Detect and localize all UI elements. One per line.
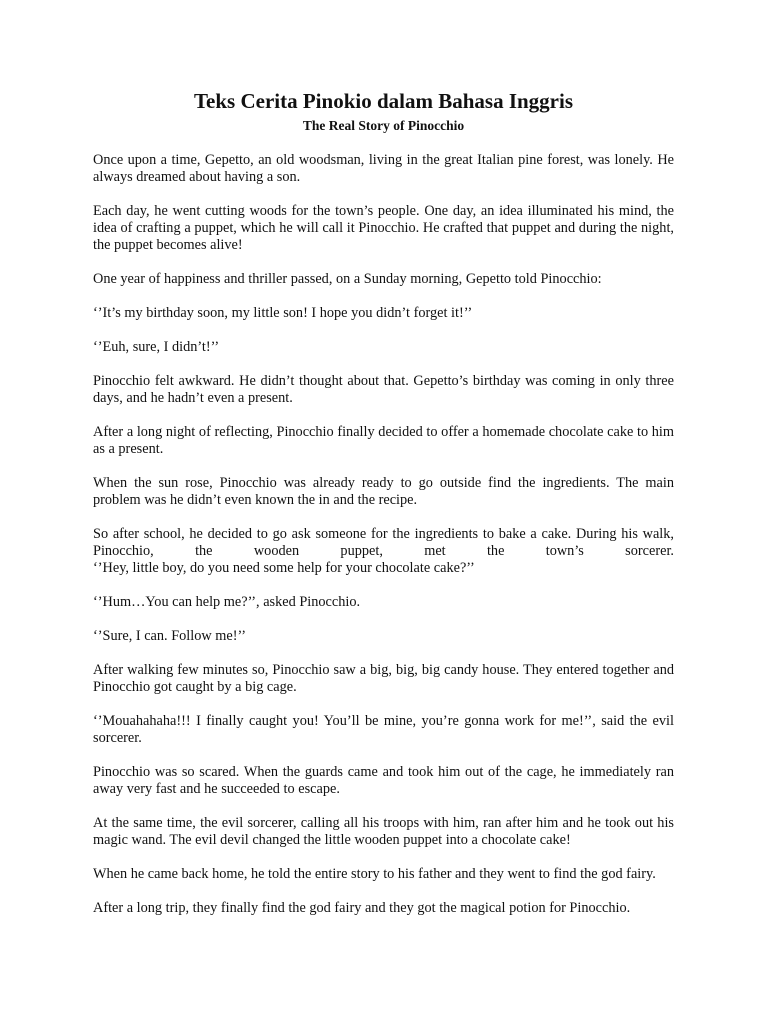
paragraph: Once upon a time, Gepetto, an old woodsman, living in the great Italian pine forest, was lonely. He always dreamed about having a son. (93, 152, 674, 185)
document-title: Teks Cerita Pinokio dalam Bahasa Inggris (193, 89, 574, 113)
paragraph: After walking few minutes so, Pinocchio saw a big, big, big candy house. They entered together and Pinocchio got caught by a big cage. (93, 662, 674, 695)
paragraph: Pinocchio felt awkward. He didn’t thought about that. Gepetto’s birthday was coming in only three days, and he hadn’t even a present. (93, 373, 674, 406)
paragraph: When the sun rose, Pinocchio was already ready to go outside find the ingredients. The main problem was he didn’t even known the in and the recipe. (93, 475, 674, 508)
paragraph: ‘’It’s my birthday soon, my little son! I hope you didn’t forget it!’’ (93, 305, 473, 321)
paragraph: At the same time, the evil sorcerer, calling all his troops with him, ran after him and he took out his magic wand. The evil devil changed the little wooden puppet into a chocolate cake! (93, 815, 674, 848)
paragraph-line: ‘’Hey, little boy, do you need some help for your chocolate cake?’’ (93, 560, 475, 576)
paragraph: When he came back home, he told the entire story to his father and they went to find the god fairy. (93, 866, 656, 882)
paragraph (93, 526, 674, 577)
paragraph: Each day, he went cutting woods for the town’s people. One day, an idea illuminated his mind, the idea of crafting a puppet, which he will call it Pinocchio. He crafted that puppet and during the night, the puppet becomes alive! (93, 203, 674, 253)
paragraph: ‘’Euh, sure, I didn’t!’’ (93, 339, 220, 355)
paragraph: ‘’Mouahahaha!!! I finally caught you! You’ll be mine, you’re gonna work for me!’’, said the evil sorcerer. (93, 713, 674, 746)
paragraph: ‘’Sure, I can. Follow me!’’ (93, 628, 246, 644)
document-page (93, 88, 674, 934)
paragraph: After a long night of reflecting, Pinocchio finally decided to offer a homemade chocolate cake to him as a present. (93, 424, 674, 457)
document-subtitle: The Real Story of Pinocchio (302, 118, 465, 133)
paragraph: ‘’Hum…You can help me?’’, asked Pinocchio. (93, 594, 361, 610)
paragraph: Pinocchio was so scared. When the guards came and took him out of the cage, he immediately ran away very fast and he succeeded to escape. (93, 764, 674, 797)
document-body (93, 152, 674, 917)
paragraph: After a long trip, they finally find the god fairy and they got the magical potion for Pinocchio. (93, 900, 631, 916)
paragraph-line: So after school, he decided to go ask someone for the ingredients to bake a cake. During his walk, Pinocchio, the wooden puppet, met the town’s sorcerer. (93, 526, 674, 559)
paragraph: One year of happiness and thriller passed, on a Sunday morning, Gepetto told Pinocchio: (93, 271, 602, 287)
